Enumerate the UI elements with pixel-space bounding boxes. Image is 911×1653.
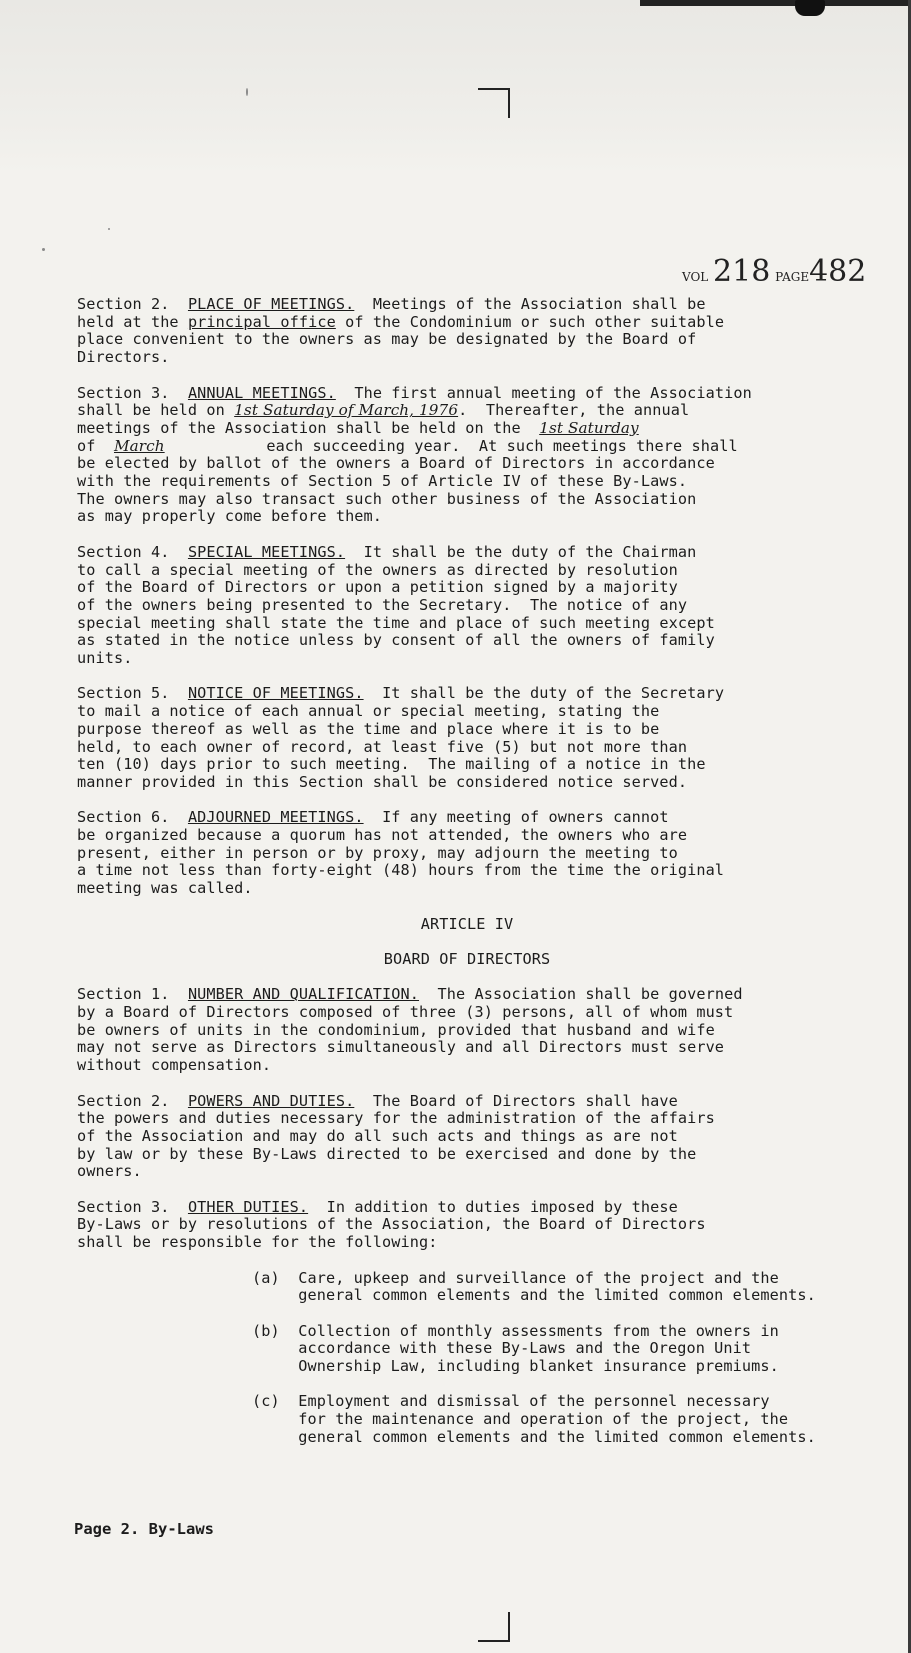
text-line	[77, 544, 907, 562]
speck	[108, 228, 110, 230]
text-run: Section 2.	[77, 295, 188, 313]
text-run: held at the	[77, 312, 188, 331]
section-paragraph	[77, 385, 907, 527]
text-line	[77, 650, 907, 668]
text-run: units.	[77, 649, 133, 668]
crop-mark-top	[478, 88, 510, 118]
page-number: 482	[809, 254, 867, 289]
text-line	[77, 597, 907, 615]
text-line	[77, 1128, 907, 1146]
text-run: without compensation.	[77, 1056, 272, 1075]
text-line	[77, 473, 907, 491]
volume-page-stamp	[682, 254, 866, 289]
text-line	[252, 1393, 907, 1411]
text-run: the powers and duties necessary for the administration of the affairs	[77, 1109, 715, 1128]
text-run: It shall be the duty of the Secretary	[363, 684, 725, 703]
text-line	[77, 1057, 907, 1075]
list-item	[252, 1270, 907, 1305]
text-run: each succeeding year. At such meetings there shall	[164, 436, 738, 455]
text-run: In addition to duties imposed by these	[308, 1197, 678, 1216]
text-run: Section 1.	[77, 985, 188, 1004]
text-run: (c) Employment and dismissal of the personnel necessary	[252, 1392, 770, 1411]
text-line	[77, 685, 907, 703]
page-label: PAGE	[775, 270, 810, 284]
text-line	[77, 491, 907, 509]
text-run: meeting was called.	[77, 879, 253, 898]
text-line	[77, 845, 907, 863]
text-run: be organized because a quorum has not attended, the owners who are	[77, 826, 688, 845]
text-line	[77, 615, 907, 633]
text-line	[77, 880, 907, 898]
text-line	[252, 1429, 907, 1447]
handwritten-entry: March	[113, 436, 165, 455]
text-run: may not serve as Directors simultaneously and all Directors must serve	[77, 1038, 725, 1057]
text-line	[77, 632, 907, 650]
text-run: shall be responsible for the following:	[77, 1233, 438, 1252]
text-run: The first annual meeting of the Association	[335, 383, 752, 402]
section-heading: ANNUAL MEETINGS.	[187, 383, 336, 402]
article-heading: ARTICLE IV	[420, 914, 514, 933]
text-run: to call a special meeting of the owners as directed by resolution	[77, 560, 678, 579]
text-line	[77, 986, 907, 1004]
text-line	[77, 562, 907, 580]
text-line	[77, 455, 907, 473]
text-line	[77, 438, 907, 456]
text-run: By-Laws or by resolutions of the Association, the Board of Directors	[77, 1215, 706, 1234]
text-line	[77, 1199, 907, 1217]
text-run: of	[77, 436, 114, 455]
speck	[246, 88, 248, 96]
text-line	[77, 1234, 907, 1252]
text-line	[77, 1093, 907, 1111]
crop-mark-bottom	[478, 1612, 510, 1642]
text-run: of the Condominium or such other suitable	[335, 312, 725, 331]
text-run: for the maintenance and operation of the project, the	[252, 1410, 789, 1429]
vol-number: 218	[713, 254, 771, 289]
text-run: of the Board of Directors or upon a petition signed by a majority	[77, 578, 678, 597]
text-run: place convenient to the owners as may be designated by the Board of	[77, 330, 697, 349]
section-paragraph	[77, 296, 907, 367]
text-run: Section 6.	[77, 808, 188, 827]
text-run: by law or by these By-Laws directed to be exercised and done by the	[77, 1144, 697, 1163]
text-line	[77, 402, 907, 420]
text-line	[77, 349, 907, 367]
text-line	[252, 1323, 907, 1341]
text-run: (b) Collection of monthly assessments from the owners in	[252, 1321, 779, 1340]
article-heading: BOARD OF DIRECTORS	[383, 949, 551, 968]
text-run: Section 2.	[77, 1091, 188, 1110]
section-paragraph	[77, 1199, 907, 1252]
text-run: It shall be the duty of the Chairman	[345, 542, 697, 561]
section-paragraph	[77, 544, 907, 668]
text-line	[252, 1270, 907, 1288]
section-heading: ADJOURNED MEETINGS.	[187, 808, 364, 827]
text-line	[77, 1004, 907, 1022]
text-line	[77, 1022, 907, 1040]
text-line	[77, 420, 907, 438]
list-item	[252, 1393, 907, 1446]
text-line	[77, 1110, 907, 1128]
speck	[42, 248, 45, 251]
text-line	[252, 1358, 907, 1376]
handwritten-entry: 1st Saturday of March, 1976	[234, 401, 459, 420]
text-run: The Association shall be governed	[419, 985, 743, 1004]
text-run: as stated in the notice unless by consent of all the owners of family	[77, 631, 715, 650]
text-line	[77, 1163, 907, 1181]
text-line	[77, 1216, 907, 1234]
document-body	[77, 296, 907, 1464]
section-heading: PLACE OF MEETINGS.	[187, 295, 355, 313]
text-run: by a Board of Directors composed of three (3) persons, all of whom must	[77, 1003, 734, 1022]
text-line	[77, 1039, 907, 1057]
text-run: meetings of the Association shall be held on the	[77, 418, 540, 437]
scan-edge-bar	[640, 0, 911, 6]
text-run: present, either in person or by proxy, may adjourn the meeting to	[77, 843, 678, 862]
text-line	[252, 1411, 907, 1429]
text-line	[77, 827, 907, 845]
text-line	[77, 862, 907, 880]
text-run: general common elements and the limited common elements.	[252, 1427, 816, 1446]
text-run: be owners of units in the condominium, provided that husband and wife	[77, 1020, 715, 1039]
text-run: Section 3.	[77, 383, 188, 402]
text-line	[77, 756, 907, 774]
scan-shadow	[0, 0, 911, 175]
section-heading: POWERS AND DUTIES.	[187, 1091, 355, 1110]
text-run: of the owners being presented to the Secretary. The notice of any	[77, 595, 688, 614]
text-run: ten (10) days prior to such meeting. The mailing of a notice in the	[77, 755, 706, 774]
text-line	[77, 579, 907, 597]
list-item	[252, 1323, 907, 1376]
text-line	[77, 385, 907, 403]
text-line	[77, 774, 907, 792]
section-paragraph	[77, 986, 907, 1075]
text-line	[77, 809, 907, 827]
text-run: If any meeting of owners cannot	[363, 808, 669, 827]
text-run: . Thereafter, the annual	[458, 401, 690, 420]
text-run: manner provided in this Section shall be considered notice served.	[77, 772, 688, 791]
text-run: The Board of Directors shall have	[354, 1091, 678, 1110]
section-heading: NUMBER AND QUALIFICATION.	[187, 985, 420, 1004]
text-run: to mail a notice of each annual or special meeting, stating the	[77, 702, 660, 721]
text-line	[77, 1146, 907, 1164]
text-run: general common elements and the limited common elements.	[252, 1286, 816, 1305]
text-run: a time not less than forty-eight (48) hours from the time the original	[77, 861, 725, 880]
section-paragraph	[77, 809, 907, 898]
text-line	[77, 331, 907, 349]
text-run: purpose thereof as well as the time and place where it is to be	[77, 719, 660, 738]
section-heading: NOTICE OF MEETINGS.	[187, 684, 364, 703]
text-line	[77, 721, 907, 739]
text-run: as may properly come before them.	[77, 507, 383, 526]
scan-artifact	[795, 0, 825, 16]
text-run: shall be held on	[77, 401, 235, 420]
text-run: Section 4.	[77, 542, 188, 561]
section-paragraph	[77, 685, 907, 791]
text-run: accordance with these By-Laws and the Oregon Unit	[252, 1339, 752, 1358]
text-run: of the Association and may do all such acts and things as are not	[77, 1126, 678, 1145]
text-run: held, to each owner of record, at least five (5) but not more than	[77, 737, 688, 756]
vol-label: VOL	[682, 270, 709, 284]
section-paragraph	[77, 1093, 907, 1182]
text-line	[77, 703, 907, 721]
section-heading: SPECIAL MEETINGS.	[187, 542, 346, 561]
section-heading: principal office	[187, 312, 336, 331]
section-heading: OTHER DUTIES.	[187, 1197, 309, 1216]
text-run: The owners may also transact such other business of the Association	[77, 489, 697, 508]
text-run: Section 5.	[77, 684, 188, 703]
text-run: (a) Care, upkeep and surveillance of the project and the	[252, 1268, 779, 1287]
text-run: be elected by ballot of the owners a Board of Directors in accordance	[77, 454, 715, 473]
text-line	[77, 314, 907, 332]
text-line	[77, 739, 907, 757]
text-line	[77, 296, 907, 314]
text-run: special meeting shall state the time and place of such meeting except	[77, 613, 715, 632]
handwritten-entry: 1st Saturday	[539, 418, 639, 437]
text-run: Meetings of the Association shall be	[354, 295, 706, 313]
text-run: Ownership Law, including blanket insurance premiums.	[252, 1357, 779, 1376]
text-line	[252, 1340, 907, 1358]
text-line	[77, 508, 907, 526]
text-run: Section 3.	[77, 1197, 188, 1216]
text-run: with the requirements of Section 5 of Article IV of these By-Laws.	[77, 472, 688, 491]
text-line	[252, 1287, 907, 1305]
text-run: owners.	[77, 1162, 142, 1181]
page-footer: Page 2. By-Laws	[74, 1520, 214, 1538]
text-run: Directors.	[77, 348, 170, 367]
